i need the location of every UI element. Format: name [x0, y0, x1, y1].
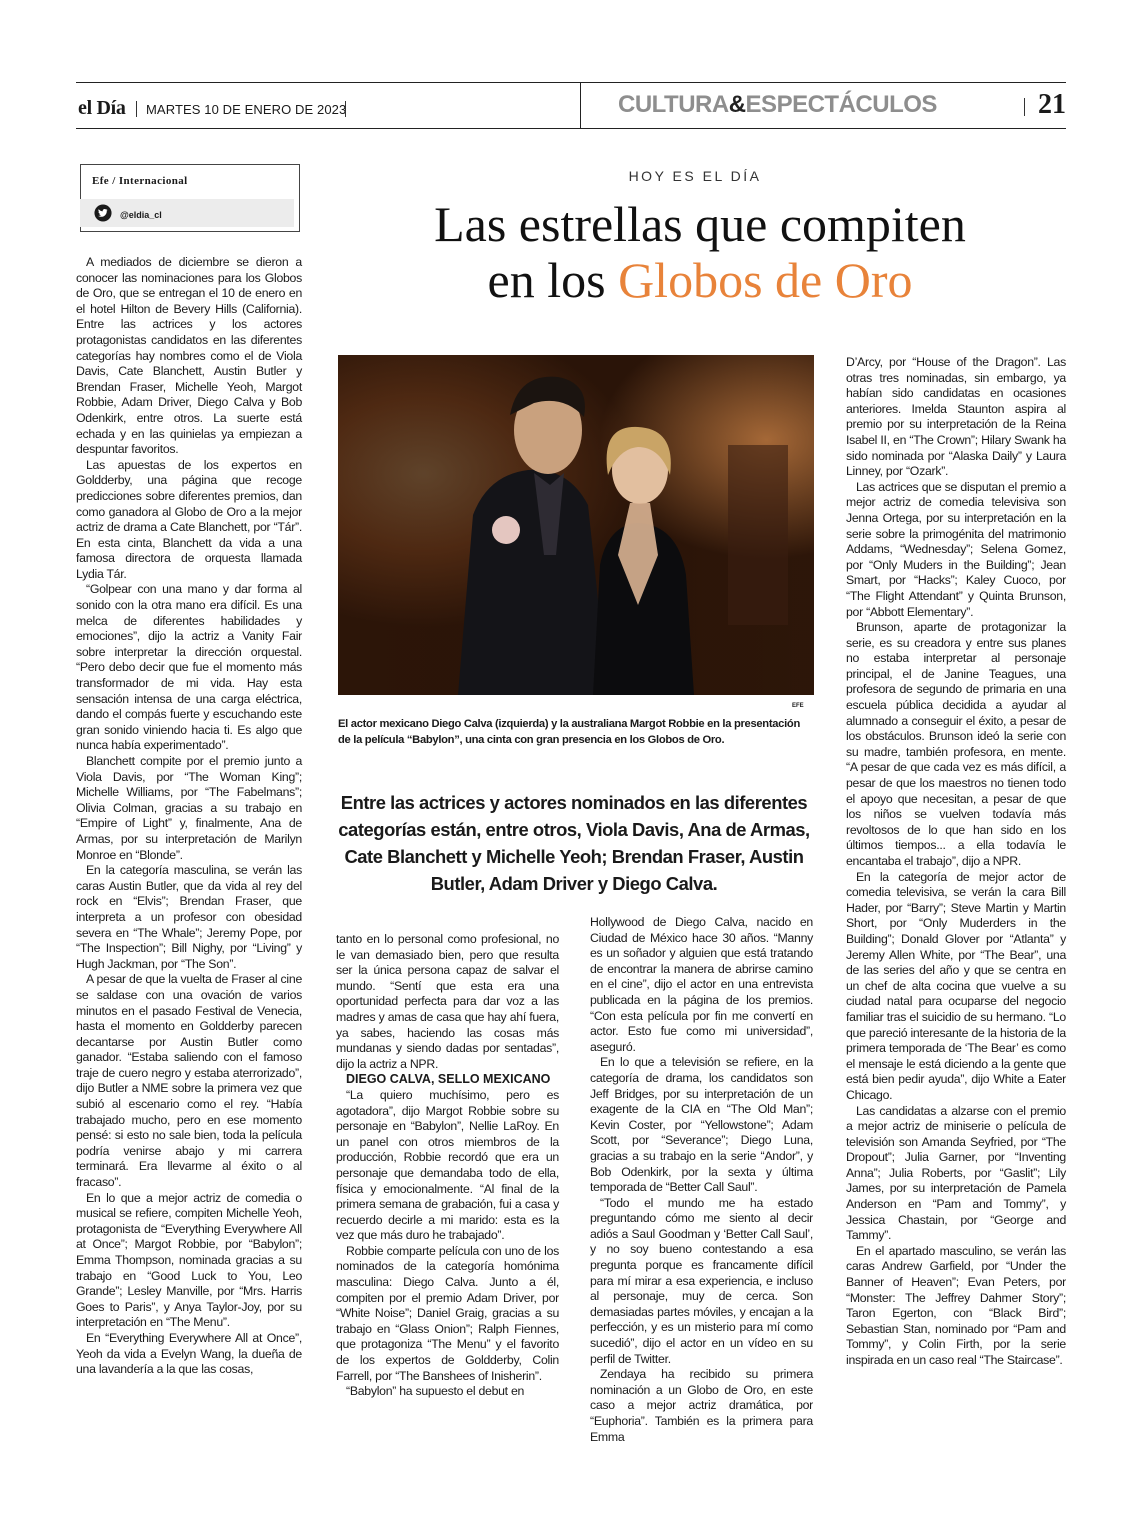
paragraph: A mediados de diciembre se dieron a conocer las nominaciones para los Globos de Oro, que se entregan el 10 de enero en el hotel Hilton de Bevery Hills (California). Entre las actrices y los actores protagonistas candidatos en las diferentes categorías hay nombres como el de Viola Davis, Cate Blanchett, Austin Butler y Brendan Fraser, Michelle Yeoh, Margot Robbie, Adam Driver, Diego Calva y Bob Odenkirk, entre otros. La suerte está echada y en las quinielas ya empiezan a despuntar favoritos. — [76, 255, 302, 457]
paragraph: “Todo el mundo me ha estado preguntando cómo me siento al decir adiós a Saul Goodman y ‘Better Call Saul’, y no soy bueno contestando a esa pregunta porque es francamente difícil para mí mirar a esa experiencia, e incluso al personaje, muy de cerca. Son demasiadas partes móviles, y encajan a la perfección, y es un misterio para mí como sucedió”, dijo el actor en un vídeo en su perfil de Twitter. — [590, 1195, 813, 1366]
photo-caption — [338, 716, 814, 748]
header-separator — [136, 101, 137, 117]
headline — [320, 196, 1080, 308]
article-column-1 — [76, 255, 302, 1378]
paragraph: En la categoría masculina, se verán las caras Austin Butler, que da vida al rey del rock en “Elvis”; Brendan Fraser, que interpreta a un profesor con obesidad severa en “The Whale”; Jeremy Pope, por “The Inspection”; Bill Nighy, por “Living” y Hugh Jackman, por “The Son”. — [76, 863, 302, 971]
headline-line-2 — [320, 252, 1080, 308]
paragraph: Las apuestas de los expertos en Goldderby, una página que recoge predicciones sobre diferentes premios, dan como ganadora al Globo de Oro a la mejor actriz de drama a Cate Blanchett, por “Tár”. En esta cinta, Blanchett da vida a una famosa directora de orquesta llamada Lydia Tár. — [76, 457, 302, 581]
photo-caption-line-1: El actor mexicano Diego Calva (izquierda) y la australiana Margot Robbie en la presentación — [338, 718, 800, 730]
paragraph: Brunson, aparte de protagonizar la serie, es su creadora y entre sus planes no estaba interpretar al personaje principal, el de Janine Teagues, una profesora de segundo de primaria en una escuela pública decidida a ayudar al alumnado a conseguir el éxito, a pesar de los obstáculos. Brunson ideó la serie con su madre, también profesora, en mente. “A pesar de que cada vez es más difícil, a pesar de que los maestros no tienen todo el apoyo que necesitan, a pesar de que los niños se vuelven todavía más revoltosos de lo que han sido en los últimos tiempos... a ella todavía le encantaba el trabajo”, dijo a NPR. — [846, 620, 1066, 868]
kicker: HOY ES EL DÍA — [628, 168, 762, 184]
pull-quote — [330, 789, 818, 897]
headline-highlight: Globos de Oro — [618, 252, 913, 308]
paragraph: Zendaya ha recibido su primera nominación a un Globo de Oro, en este caso a mejor actriz dramática, por “Euphoria”. También es la primera para Emma — [590, 1367, 813, 1444]
header-bottom-rule — [76, 128, 1066, 129]
twitter-handle[interactable]: @eldia_cl — [120, 210, 162, 220]
section-subheading: DIEGO CALVA, SELLO MEXICANO — [346, 1072, 551, 1087]
paragraph: “Babylon” ha supuesto el debut en — [346, 1384, 525, 1399]
newspaper-logo[interactable]: el Día — [78, 97, 126, 119]
section-title-main: CULTURA — [618, 91, 729, 118]
photo-caption-line-2: de la película “Babylon”, una cinta con gran presencia en los Globos de Oro. — [338, 734, 725, 746]
paragraph: En lo que a mejor actriz de comedia o musical se refiere, compiten Michelle Yeoh, protagonista de “Everything Everywhere All at Once”; Margot Robbie, por “Babylon”; Emma Thompson, nominada gracias a su trabajo en “Good Luck to You, Leo Grande”; Lesley Manville, por “Mrs. Harris Goes to Paris”, y Anya Taylor-Joy, por su interpretación en “The Menu”. — [76, 1190, 302, 1330]
article-column-4 — [846, 355, 1066, 1369]
section-title-rest: ESPECTÁCULOS — [745, 91, 937, 118]
issue-date: MARTES 10 DE ENERO DE 2023 — [146, 102, 347, 117]
paragraph: “La quiero muchísimo, pero es agotadora”, dijo Margot Robbie sobre su personaje en “Babylon”, Nellie LaRoy. En un panel con otros miembros de la producción, Robbie recordó que era un personaje que demandaba todo de ella, física y emocionalmente. “Al final de la primera semana de grabación, fui a casa y recuerdo decirle a mi marido: esta es la vez que más duro he trabajado”. — [336, 1087, 559, 1243]
paragraph: En lo que a televisión se refiere, en la categoría de drama, los candidatos son Jeff Bridges, por su interpretación de un exagente de la CIA en “The Old Man”; Kevin Coster, por “Yellowstone”; Adam Scott, por “Severance”; Diego Luna, gracias a su trabajo en la serie “Andor”, y Bob Odenkirk, por la sexta y última temporada de “Better Call Saul”. — [590, 1055, 813, 1195]
header-divider — [580, 82, 581, 128]
paragraph: tanto en lo personal como profesional, no le van demasiado bien, pero que resulta ser la única persona capaz de salvar el mundo. “Sentí que esta era una oportunidad perfecta para dar voz a las madres y amas de casa que hay ahí fuera, ya sabes, haciendo las cosas más mundanas y siendo dadas por sentadas”, dijo la actriz a NPR. — [336, 932, 559, 1071]
pull-quote-line-2: categorías están, entre otros, Viola Davis, Ana de Armas, — [338, 819, 810, 840]
section-title — [618, 91, 937, 119]
twitter-bird-icon[interactable] — [94, 204, 112, 222]
header-separator — [1024, 98, 1025, 116]
header-separator — [345, 101, 346, 117]
paragraph: Las candidatas a alzarse con el premio a mejor actriz de miniserie o película de televisión son Amanda Seyfried, por “The Dropout”; Julia Garner, por “Inventing Anna”; Julia Roberts, por “Gaslit”; Lily James, por su interpretación de Pamela Anderson en “Pam and Tommy”, y Jessica Chastain, por “George and Tammy”. — [846, 1103, 1066, 1243]
article-column-2 — [336, 932, 559, 1400]
article-column-3 — [590, 915, 813, 1445]
pull-quote-line-4: Butler, Adam Driver y Diego Calva. — [430, 873, 718, 894]
paragraph: Hollywood de Diego Calva, nacido en Ciudad de México hace 30 años. “Manny es un soñador y alguien que está tratando de encontrar la manera de abrirse camino en el cine”, dijo el actor en una entrevista publicada en la página de los premios. “Con esta película por fin me convertí en actor. Esto fue como mi universidad”, aseguró. — [590, 915, 813, 1054]
header-top-rule — [76, 82, 1066, 83]
paragraph: En “Everything Everywhere All at Once”, Yeoh da vida a Evelyn Wang, la dueña de una lavandería a la que las cosas, — [76, 1330, 302, 1377]
headline-line-1: Las estrellas que compiten — [434, 196, 966, 252]
pull-quote-line-3: Cate Blanchett y Michelle Yeoh; Brendan Fraser, Austin — [344, 846, 804, 867]
paragraph: Blanchett compite por el premio junto a Viola Davis, por “The Woman King”; Michelle Williams, por “The Fabelmans”; Olivia Colman, gracias a su trabajo en “Empire of Light” y, finalmente, Ana de Armas, por su interpretación de Marilyn Monroe en “Blonde”. — [76, 754, 302, 862]
author-credit: Efe / Internacional — [92, 175, 188, 187]
paragraph: En el apartado masculino, se verán las caras Andrew Garfield, por “Under the Banner of Heaven”; Evan Peters, por “Monster: The Jeffrey Dahmer Story”; Taron Egerton, con “Black Bird”; Sebastian Stan, nominado por “Pam and Tommy”, y Colin Firth, por la serie inspirada en un caso real “The Staircase”. — [846, 1243, 1066, 1367]
page-number: 21 — [1038, 89, 1066, 120]
paragraph: En la categoría de mejor actor de comedia televisiva, se verán la cara Bill Hader, por “Barry”; Steve Martin y Martin Short, por “Only Muderders in the Building”; Donald Glover por “Atlanta” y Jeremy Allen White, por “The Bear”, una de las series del año y que se centra en un chef de alta cocina que vuelve a su ciudad natal para ocuparse del negocio familiar tras el suicidio de su hermano. “Lo que pareció interesante de la historia de la primera temporada de ‘The Bear’ es como el mensaje le está diciendo a la gente que está bien pedir ayuda”, dijo White a Eater Chicago. — [846, 869, 1066, 1102]
pull-quote-line-1: Entre las actrices y actores nominados en las diferentes — [340, 792, 808, 813]
twitter-strip — [80, 199, 294, 227]
article-photo — [338, 355, 814, 695]
section-title-amp: & — [728, 91, 746, 118]
paragraph: A pesar de que la vuelta de Fraser al cine se saldase con una ovación de varios minutos en el pasado Festival de Venecia, hasta el momento en Goldderby parecen decantarse por Austin Butler como ganador. “Estaba saliendo con el famoso traje de cuero negro y estaba aterrorizado”, dijo Butler a NME sobre la primera vez que subió al escenario como el rey. “Había trabajado mucho, pero en ese momento pensé: si esto no sale bien, toda la película podría venirse abajo y mi carrera terminará. Era llevarme al éxito o al fracaso”. — [76, 972, 302, 1190]
paragraph: D’Arcy, por “House of the Dragon”. Las otras tres nominadas, sin embargo, ya habían sido candidatas en ocasiones anteriores. Imelda Staunton aspira al premio por su interpretación de la Reina Isabel II, en “The Crown”; Hilary Swank ha sido nominada por “Alaska Daily” y Laura Linney, por “Ozark”. — [846, 355, 1066, 479]
headline-line-2-start: en los — [487, 252, 619, 308]
paragraph: Las actrices que se disputan el premio a mejor actriz de comedia televisiva son Jenna Ortega, por su interpretación en la serie sobre la primogénita del matrimonio Addams, “Wednesday”; Selena Gomez, por “Only Muders in the Building”; Jean Smart, por “Hacks”; Kaley Cuoco, por “The Flight Attendant” y Quinta Brunson, por “Abbott Elementary”. — [846, 479, 1066, 619]
paragraph: Robbie comparte película con uno de los nominados de la categoría homónima masculina: Diego Calva. Junto a él, compiten por el premio Adam Driver, por “White Noise”; Daniel Graig, gracias a su trabajo en “Glass Onion”; Ralph Fiennes, que protagoniza “The Menu” y el favorito de los expertos de Goldderby, Colin Farrell, por “The Banshees of Inisherin”. — [336, 1243, 559, 1383]
paragraph: “Golpear con una mano y dar forma al sonido con la otra mano era difícil. Es una melca de diferentes habilidades y emociones”, dijo la actriz a Vanity Fair sobre interpretar la dirección orquestal. “Pero debo decir que fue el momento más transformador de mi vida. Hay esta sensación intensa de una carga eléctrica, dando el compás fuerte y escuchando este gran sonido viniendo hacia ti. Es algo que nunca había experimentado”. — [76, 582, 302, 753]
photo-credit: EFE — [792, 703, 804, 709]
